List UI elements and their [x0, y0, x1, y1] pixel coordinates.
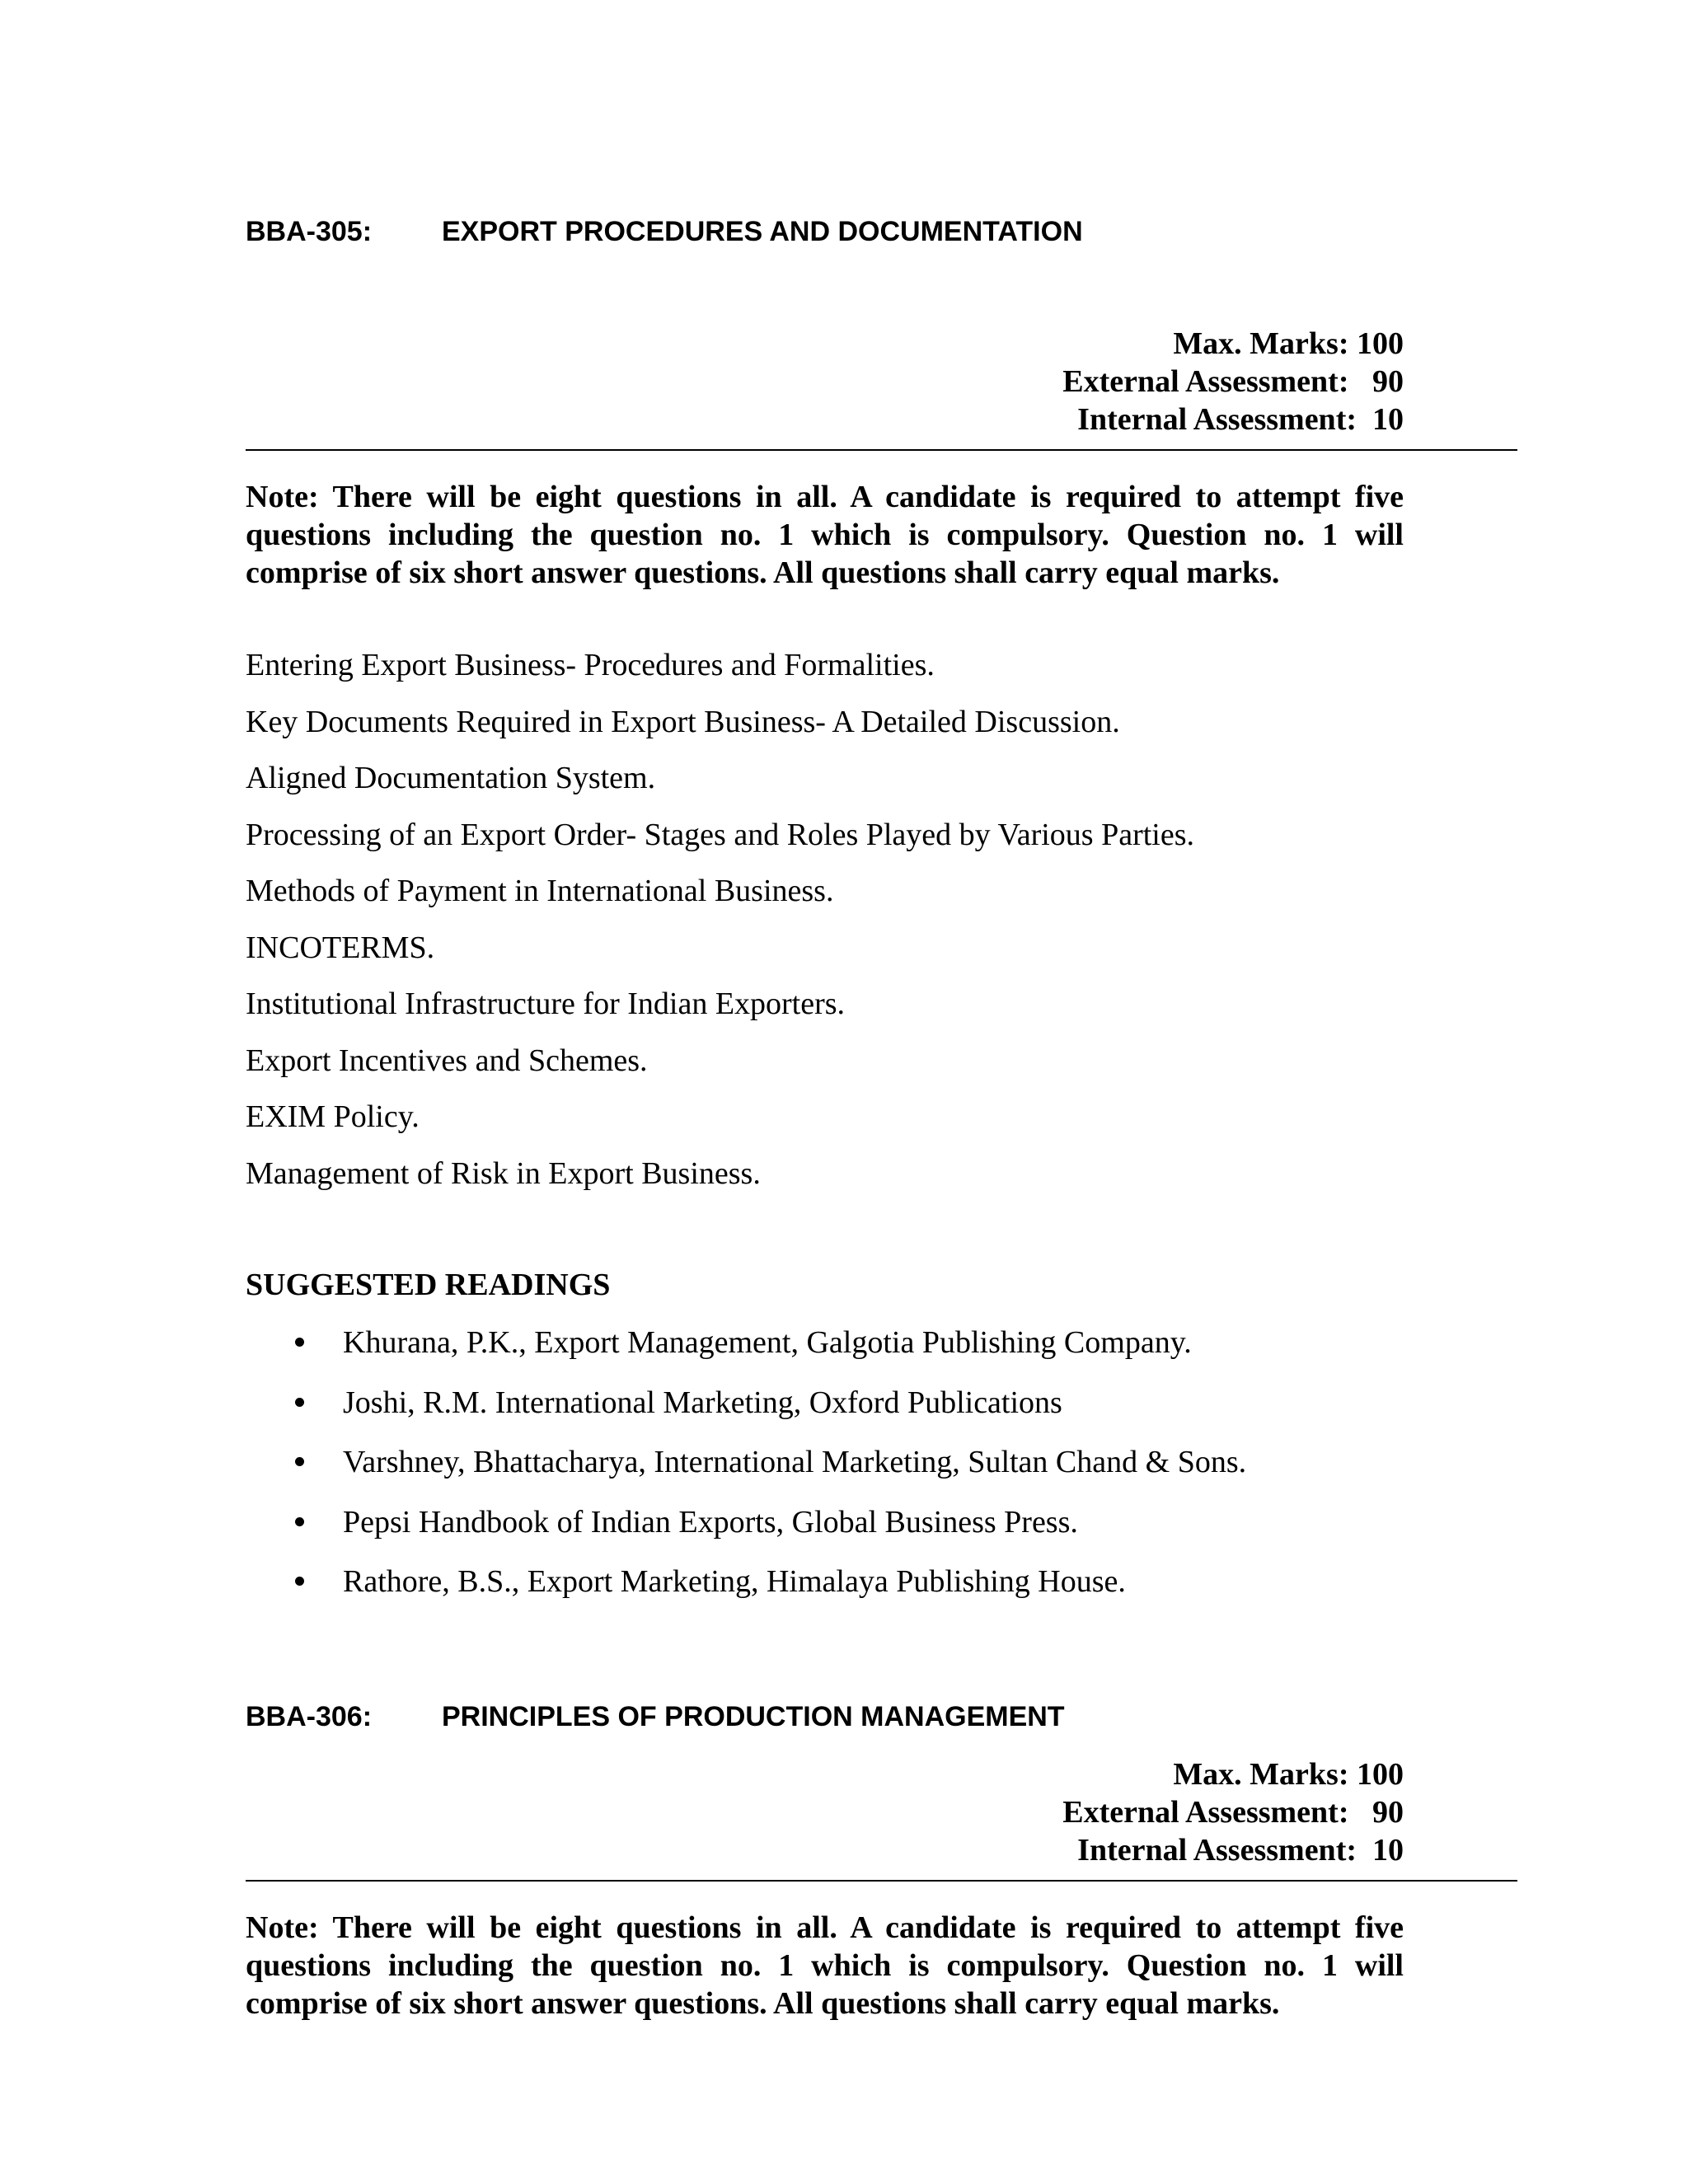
reading-item [246, 1322, 1246, 1382]
reading-item [246, 1502, 1246, 1562]
readings-heading: SUGGESTED READINGS [246, 1268, 611, 1302]
topic-item: Methods of Payment in International Business. [246, 874, 834, 908]
bullet-icon [295, 1398, 304, 1407]
reading-text: Varshney, Bhattacharya, International Marketing, Sultan Chand & Sons. [343, 1445, 1247, 1479]
divider-rule [246, 1880, 1517, 1882]
topic-item: INCOTERMS. [246, 930, 435, 965]
suggested-readings-list [246, 1322, 1246, 1621]
course-title: EXPORT PROCEDURES AND DOCUMENTATION [442, 216, 1083, 247]
topic-item: Institutional Infrastructure for Indian Exporters. [246, 987, 846, 1021]
divider-rule [246, 449, 1517, 451]
topic-item: Management of Risk in Export Business. [246, 1155, 761, 1191]
reading-text: Rathore, B.S., Export Marketing, Himalaya Publishing House. [343, 1564, 1126, 1599]
topic-item: Key Documents Required in Export Business- A Detailed Discussion. [246, 704, 1120, 739]
external-assessment: External Assessment: 90 [1062, 1795, 1404, 1830]
reading-item [246, 1561, 1246, 1621]
topic-item: Export Incentives and Schemes. [246, 1043, 648, 1078]
topic-item: Entering Export Business- Procedures and Formalities. [246, 648, 935, 682]
reading-item [246, 1382, 1246, 1442]
max-marks: Max. Marks: 100 [1173, 1757, 1404, 1792]
reading-text: Joshi, R.M. International Marketing, Oxford Publications [343, 1385, 1062, 1420]
topic-item: Aligned Documentation System. [246, 761, 656, 795]
exam-note: Note: There will be eight questions in all. A candidate is required to attempt five questions including the question no. 1 which is compulsory. Question no. 1 will comprise of six short answer questions. All questions shall carry equal marks. [246, 480, 1404, 590]
topic-item: EXIM Policy. [246, 1099, 420, 1134]
bullet-icon [295, 1577, 304, 1586]
marks-block [1062, 325, 1404, 438]
reading-text: Pepsi Handbook of Indian Exports, Global Business Press. [343, 1504, 1078, 1540]
reading-text: Khurana, P.K., Export Management, Galgotia Publishing Company. [343, 1325, 1192, 1360]
max-marks: Max. Marks: 100 [1173, 326, 1404, 361]
bullet-icon [295, 1338, 304, 1347]
marks-block [1062, 1755, 1404, 1869]
bullet-icon [295, 1517, 304, 1526]
reading-item [246, 1441, 1246, 1502]
course-code: BBA-306: [246, 1701, 373, 1732]
course-code: BBA-305: [246, 216, 373, 247]
syllabus-topics [246, 644, 1194, 1209]
bullet-icon [295, 1457, 304, 1466]
internal-assessment: Internal Assessment: 10 [1077, 1833, 1404, 1868]
internal-assessment: Internal Assessment: 10 [1077, 402, 1404, 437]
course-title: PRINCIPLES OF PRODUCTION MANAGEMENT [442, 1701, 1065, 1732]
topic-item: Processing of an Export Order- Stages and Roles Played by Various Parties. [246, 817, 1195, 852]
exam-note: Note: There will be eight questions in all. A candidate is required to attempt five questions including the question no. 1 which is compulsory. Question no. 1 will comprise of six short answer questions. All questions shall carry equal marks. [246, 1910, 1404, 2021]
external-assessment: External Assessment: 90 [1062, 364, 1404, 399]
